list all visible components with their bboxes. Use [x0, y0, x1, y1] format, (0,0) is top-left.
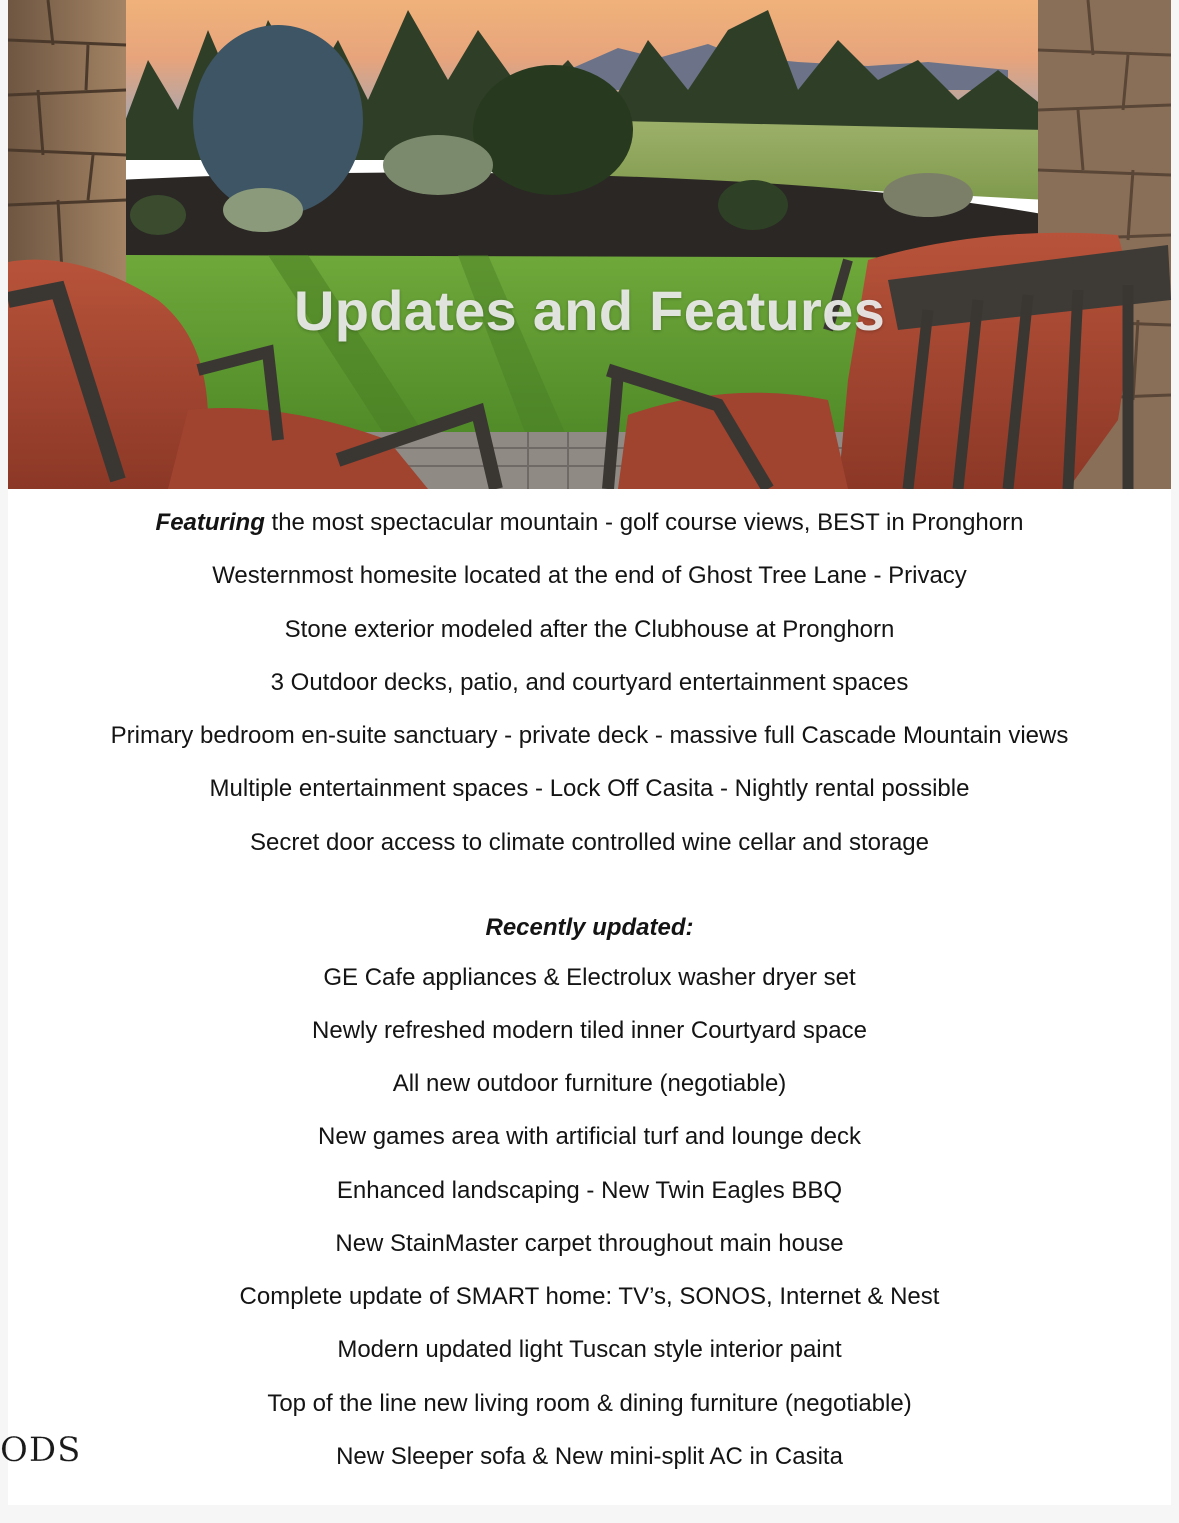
featuring-emphasis: Featuring	[155, 509, 265, 536]
feature-item: 3 Outdoor decks, patio, and courtyard entertainment spaces	[270, 669, 909, 696]
featuring-lead-text: the most spectacular mountain - golf course views, BEST in Pronghorn	[264, 509, 1024, 536]
feature-item: Multiple entertainment spaces - Lock Off Casita - Nightly rental possible	[209, 775, 970, 802]
feature-item: Westernmost homesite located at the end of Ghost Tree Lane - Privacy	[212, 562, 967, 589]
hero-title: Updates and Features	[293, 279, 886, 342]
ods-logo: ODS	[0, 1430, 82, 1470]
update-item: New Sleeper sofa & New mini-split AC in Casita	[336, 1443, 843, 1470]
update-item: All new outdoor furniture (negotiable)	[392, 1070, 787, 1097]
update-item: Newly refreshed modern tiled inner Courtyard space	[312, 1017, 867, 1044]
update-item: Enhanced landscaping - New Twin Eagles BBQ	[336, 1177, 843, 1204]
feature-item: Secret door access to climate controlled wine cellar and storage	[249, 829, 929, 856]
update-item: GE Cafe appliances & Electrolux washer dryer set	[323, 964, 856, 991]
update-item: Complete update of SMART home: TV’s, SONOS, Internet & Nest	[239, 1283, 940, 1310]
hero-photo	[8, 0, 1171, 489]
feature-item: Stone exterior modeled after the Clubhouse at Pronghorn	[284, 616, 895, 643]
listing-page	[8, 0, 1171, 1505]
featuring-lead	[8, 508, 1171, 538]
update-item: New games area with artificial turf and lounge deck	[318, 1123, 861, 1150]
update-item: New StainMaster carpet throughout main house	[335, 1230, 844, 1257]
patio-view-illustration	[8, 0, 1171, 489]
update-item: Modern updated light Tuscan style interior paint	[337, 1336, 842, 1363]
feature-item: Primary bedroom en-suite sanctuary - private deck - massive full Cascade Mountain views	[110, 722, 1069, 749]
recently-updated-heading: Recently updated:	[485, 914, 694, 941]
update-item: Top of the line new living room & dining furniture (negotiable)	[267, 1390, 912, 1417]
